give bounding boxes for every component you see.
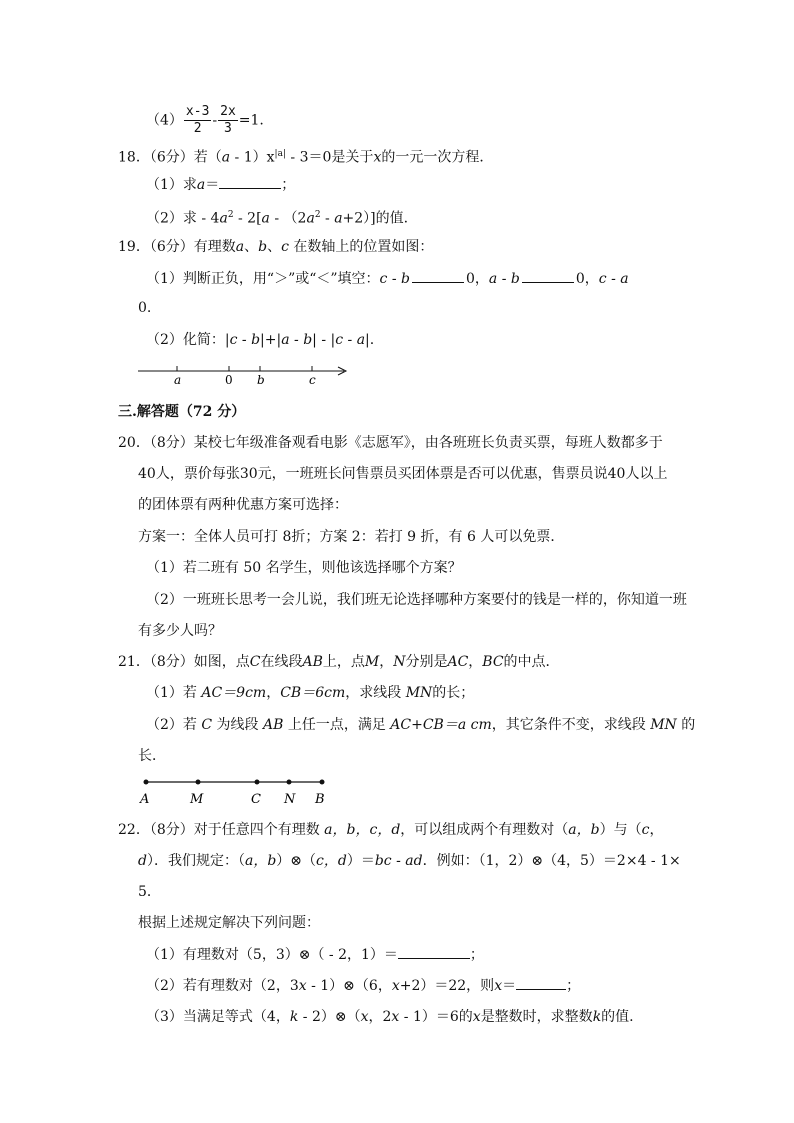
p20-line-1: 20．（8分）某校七年级准备观看电影《志愿军》，由各班班长负责买票，每班人数都多于: [118, 435, 663, 451]
label-N: N: [284, 792, 296, 807]
fraction-2: $\frac{2x}{3}$: [220, 104, 236, 136]
p19-q2: （2）化简：|c - b|+|a - b| - |c - a|.: [146, 332, 375, 348]
label-M: M: [190, 792, 204, 807]
number-line-figure: [130, 360, 360, 390]
label-c: c: [309, 373, 316, 387]
point-a: [144, 780, 149, 785]
p20-q2: （2）一班班长思考一会儿说，我们班无论选择哪种方案要付的钱是一样的，你知道一班: [146, 592, 687, 608]
p17-equation: （4） $\frac{x-3}{2}$ - $\frac{2x}{3}$ =1.: [146, 104, 264, 136]
label-C: C: [251, 792, 261, 807]
fraction-1: $\frac{x-3}{2}$: [185, 104, 210, 136]
p22-q3: （3）当满足等式（4，k - 2）⊗（x，2x - 1）＝6的x是整数时，求整数k的值.: [146, 1009, 634, 1025]
p20-q2-cont: 有多少人吗？: [138, 623, 222, 639]
point-n: [287, 780, 292, 785]
point-m: [196, 780, 201, 785]
p21-stem: 21．（8分）如图，点C在线段AB上，点M，N分别是AC，BC的中点．: [118, 654, 560, 670]
p19-q1: （1）判断正负，用“＞”或“＜”填空：c - b 0，a - b 0，c - a: [146, 268, 629, 289]
label-0: 0: [225, 373, 233, 387]
p21-q1: （1）若 AC＝9cm，CB＝6cm，求线段 MN的长；: [146, 685, 475, 701]
answer-blank[interactable]: [412, 268, 464, 283]
label-b: b: [257, 373, 265, 387]
p19-q1-cont: 0.: [138, 300, 152, 316]
section-title: 三.解答题（72 分）: [118, 404, 246, 420]
p22-q1: （1）有理数对（5，3）⊗（ - 2，1）＝ ；: [146, 944, 484, 965]
segment-figure: [132, 774, 342, 808]
p21-q2: （2）若 C 为线段 AB 上任一点，满足 AC+CB＝a cm，其它条件不变，求线段 MN 的: [146, 717, 696, 733]
p18-q1: （1）求a＝ ；: [146, 174, 295, 195]
p18-stem: 18．（6分）若$(a - 1)x^{|a|} - 3=0$是关于x的一元一次方程．: [118, 149, 494, 166]
p21-q2-cont: 长．: [138, 748, 166, 764]
p20-line-3: 的团体票有两种优惠方案可选择：: [138, 497, 348, 513]
p20-q1: （1）若二班有 50 名学生，则他该选择哪个方案？: [146, 560, 462, 576]
label-a: a: [174, 373, 182, 387]
point-b: [320, 780, 325, 785]
point-c: [255, 780, 260, 785]
label-A: A: [140, 792, 150, 807]
p18-q2: （2）求 - $4a^2 - 2[a - (2a^2 - a+2)]$的值.: [146, 210, 409, 227]
p22-stem-1: 22．（8分）对于任意四个有理数 a，b，c，d，可以组成两个有理数对（a，b）与（c，: [118, 822, 664, 838]
p22-stem-2: d）．我们规定：（a，b）⊗（c，d）＝bc - ad．例如：（1，2）⊗（4，5）＝2×4 - 1×: [138, 853, 681, 869]
answer-blank[interactable]: [219, 174, 281, 189]
p19-stem: 19．（6分）有理数a、b、c 在数轴上的位置如图：: [118, 239, 434, 255]
label-B: B: [315, 792, 325, 807]
answer-blank[interactable]: [398, 944, 470, 959]
p22-stem-3: 5．: [138, 884, 161, 900]
p22-intro: 根据上述规定解决下列问题：: [138, 915, 320, 931]
answer-blank[interactable]: [522, 268, 574, 283]
p20-line-4: 方案一：全体人员可打 8折；方案 2：若打 9 折，有 6 人可以免票．: [138, 529, 565, 545]
p20-line-2: 40人，票价每张30元，一班班长问售票员买团体票是否可以优惠，售票员说40人以上: [138, 466, 668, 482]
p22-q2: （2）若有理数对（2，3x - 1）⊗（6，x+2）＝22，则x＝ ；: [146, 975, 580, 996]
answer-blank[interactable]: [516, 975, 566, 990]
